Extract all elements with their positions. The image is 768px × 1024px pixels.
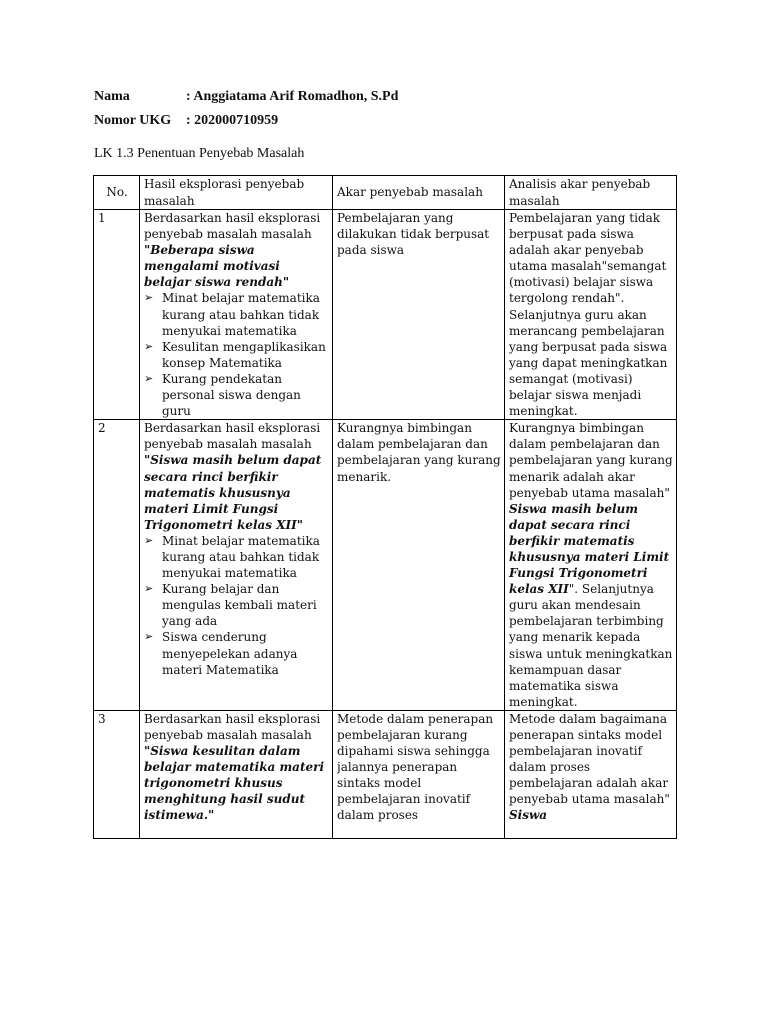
hasil-quote: "Siswa masih belum dapat secara rinci berfikir matematis khususnya materi Limit Fungsi Trigonometri kelas XII" (144, 453, 322, 532)
header-analisis: Analisis akar penyebab masalah (505, 176, 677, 210)
hasil-quote: "Beberapa siswa mengalami motivasi belajar siswa rendah" (144, 243, 290, 290)
table-row (94, 210, 677, 420)
analisis-text: Pembelajaran yang tidak berpusat pada siswa adalah akar penyebab utama masalah"semangat (motivasi) belajar siswa tergolong rendah". Selanjutnya guru akan merancang pembelajaran yang berpusat pada siswa yang dapat meningkatkan semangat (motivasi) belajar siswa menjadi meningkat. (509, 211, 668, 419)
section-title: LK 1.3 Penentuan Penyebab Masalah (94, 146, 305, 161)
analisis-text-pre: Metode dalam bagaimana penerapan sintaks model pembelajaran inovatif dalam proses pembelajaran adalah akar penyebab utama masalah" (509, 711, 670, 807)
ukg-value: : 202000710959 (186, 113, 279, 128)
ukg-line (94, 113, 278, 129)
hasil-intro: Berdasarkan hasil eksplorasi penyebab masalah masalah (144, 421, 321, 452)
name-value: : Anggiatama Arif Romadhon, S.Pd (186, 89, 399, 104)
table-row (94, 420, 677, 711)
header-no: No. (94, 176, 140, 210)
hasil-intro: Berdasarkan hasil eksplorasi penyebab masalah masalah (144, 211, 321, 242)
analisis-cell (505, 210, 677, 420)
cause-list (144, 290, 329, 419)
list-item: ➢ Kurang pendekatan personal siswa dengan guru (144, 371, 329, 419)
row-number: 2 (94, 420, 140, 711)
hasil-cell (140, 710, 333, 838)
analisis-cell (505, 420, 677, 711)
hasil-cell (140, 210, 333, 420)
akar-text: Metode dalam penerapan pembelajaran kurang dipahami siswa sehingga jalannya penerapan sintaks model pembelajaran inovatif dalam proses (337, 711, 494, 823)
row-number: 1 (94, 210, 140, 420)
table-header-row (94, 176, 677, 210)
analisis-text-pre: Kurangnya bimbingan dalam pembelajaran dan pembelajaran yang kurang menarik adalah akar penyebab utama masalah" (509, 421, 673, 500)
cause-list (144, 533, 329, 678)
akar-cell (333, 710, 505, 838)
ukg-label: Nomor UKG (94, 113, 172, 128)
name-line (94, 89, 398, 105)
analisis-text-post: ". Selanjutnya guru akan mendesain pembelajaran terbimbing yang menarik kepada siswa untuk meningkatkan kemampuan dasar matematika siswa meningkat. (509, 582, 673, 709)
list-item: ➢ Minat belajar matematika kurang atau bahkan tidak menyukai matematika (144, 533, 329, 581)
akar-cell: Pembelajaran yang dilakukan tidak berpusat pada siswa (333, 210, 505, 420)
list-item: ➢ Minat belajar matematika kurang atau bahkan tidak menyukai matematika (144, 290, 329, 338)
list-item: ➢ Kesulitan mengaplikasikan konsep Matematika (144, 339, 329, 371)
hasil-cell (140, 420, 333, 711)
problem-cause-table (93, 175, 677, 839)
header-hasil: Hasil eksplorasi penyebab masalah (140, 176, 333, 210)
analisis-cell (505, 710, 677, 838)
row-number-text: 3 (98, 711, 106, 726)
list-item: ➢ Kurang belajar dan mengulas kembali materi yang ada (144, 581, 329, 629)
akar-cell: Kurangnya bimbingan dalam pembelajaran dan pembelajaran yang kurang menarik. (333, 420, 505, 711)
header-akar: Akar penyebab masalah (333, 176, 505, 210)
hasil-intro: Berdasarkan hasil eksplorasi penyebab masalah masalah (144, 711, 321, 742)
analisis-quote: Siswa masih belum dapat secara rinci berfikir matematis khususnya materi Limit Fungsi Trigonometri kelas XII (509, 501, 670, 597)
analisis-quote: Siswa (509, 808, 548, 823)
row-number (94, 710, 140, 838)
list-item: ➢ Siswa cenderung menyepelekan adanya materi Matematika (144, 629, 329, 677)
hasil-quote: "Siswa kesulitan dalam belajar matematika materi trigonometri khusus menghitung hasil sudut istimewa." (144, 744, 324, 823)
name-label: Nama (94, 89, 130, 104)
table-row (94, 710, 677, 838)
